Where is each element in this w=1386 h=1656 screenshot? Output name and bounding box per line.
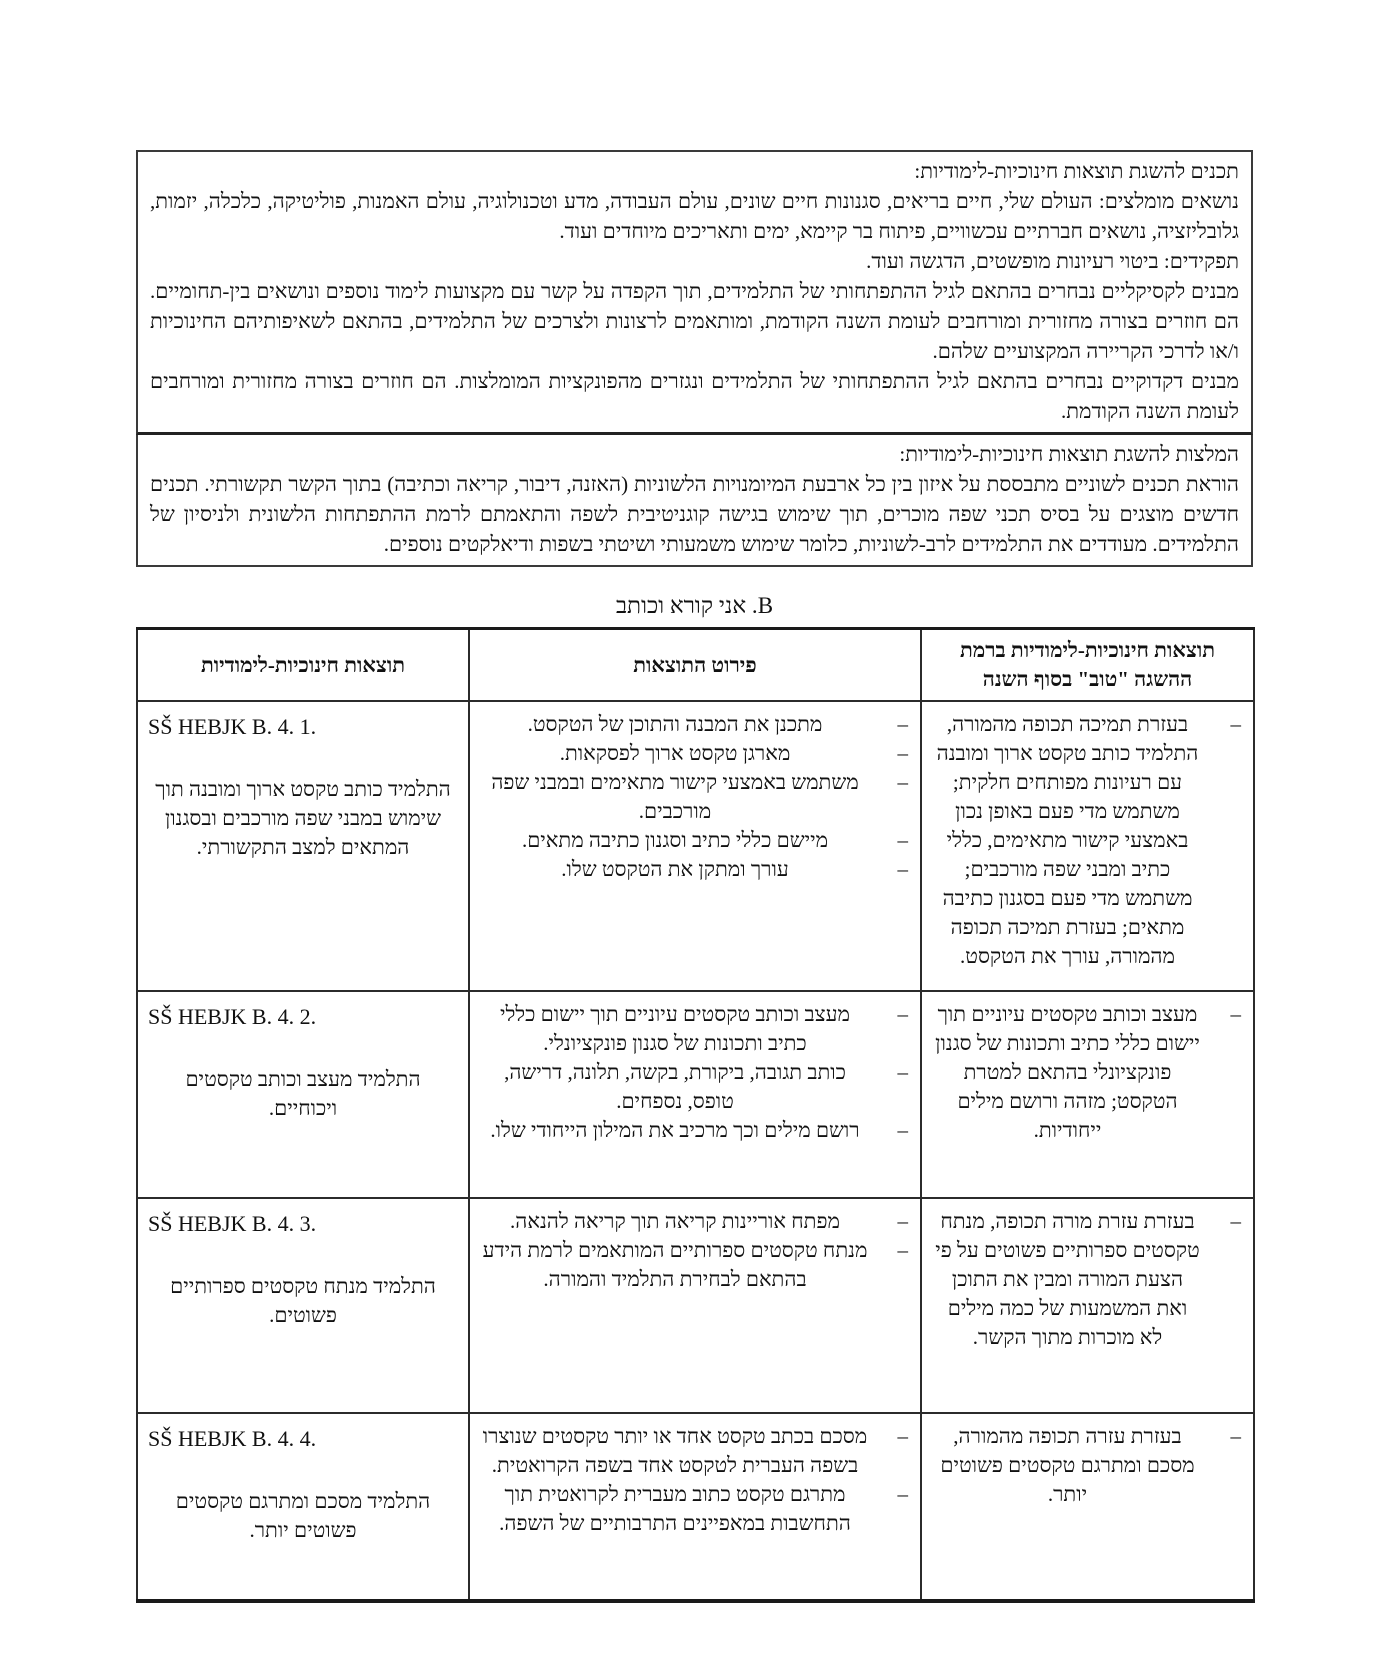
good-level-cell [921, 1413, 1254, 1601]
detail-text: מתרגם טקסט כתוב מעברית לקרואטית תוך התחשבות במאפיינים התרבותיים של השפה. [499, 1482, 851, 1535]
table-row [137, 991, 1254, 1198]
contents-paragraph: מבנים דקדוקיים נבחרים בהתאם לגיל ההתפתחותי של התלמידים ונגזרים מהפונקציות המומלצות. הם חוזרים בצורה מחזורית ומורחבים לעומת השנה הקודמת. [150, 369, 1239, 423]
outcome-text: התלמיד מסכם ומתרגם טקסטים פשוטים יותר. [175, 1489, 431, 1542]
detail-item [482, 1207, 908, 1236]
outcome-cell [137, 701, 469, 991]
detail-item [482, 1236, 908, 1294]
outcome-code: SŠ HEBJK B. 4. 1. [148, 714, 317, 739]
detail-item [482, 826, 908, 855]
detail-text: מפתח אוריינות קריאה תוך קריאה להנאה. [510, 1209, 840, 1233]
detail-text: מסכם בכתב טקסט אחד או יותר טקסטים שנוצרו בשפה העברית לטקסט אחד בשפה הקרואטית. [482, 1424, 868, 1477]
dash-bullet: – [897, 1482, 908, 1506]
dash-bullet: – [897, 1238, 908, 1262]
contents-box [136, 150, 1253, 435]
good-level-item [934, 710, 1241, 971]
outcome-code: SŠ HEBJK B. 4. 3. [148, 1211, 317, 1236]
good-level-item [934, 1422, 1241, 1509]
detail-text: מעצב וכותב טקסטים עיוניים תוך יישום כללי כתיב ותכונות של סגנון פונקציונלי. [499, 1002, 851, 1055]
detail-text: עורך ומתקן את הטקסט שלו. [561, 857, 789, 881]
detail-item [482, 710, 908, 739]
contents-paragraph: נושאים מומלצים: העולם שלי, חיים בריאים, סגנונות חיים שונים, עולם העבודה, מדע וטכנולוגיה, עולם האמנות, פוליטיקה, כלכלה, יזמות, גלובליזציה, נושאים חברתיים עכשוויים, פיתוח בר קיימא, ימים ותאריכים מיוחדים ועוד. [150, 189, 1239, 243]
dash-bullet: – [897, 1209, 908, 1233]
outcome-text: התלמיד מנתח טקסטים ספרותיים פשוטים. [170, 1274, 436, 1327]
detail-item [482, 739, 908, 768]
header-good-level-column: תוצאות חינוכיות-לימודיות ברמת ההשגה "טוב" בסוף השנה [921, 629, 1254, 702]
detail-item [482, 1480, 908, 1538]
dash-bullet: – [897, 1424, 908, 1448]
dash-bullet: – [897, 1002, 908, 1026]
dash-bullet: – [897, 1060, 908, 1084]
detail-item [482, 1116, 908, 1145]
outcome-cell [137, 1198, 469, 1413]
outcome-text: התלמיד מעצב וכותב טקסטים ויכוחיים. [185, 1067, 421, 1120]
details-cell [469, 701, 921, 991]
dash-bullet: – [897, 828, 908, 852]
detail-text: משתמש באמצעי קישור מתאימים ובמבני שפה מורכבים. [491, 770, 859, 823]
good-level-item [934, 1000, 1241, 1145]
dash-bullet: – [897, 1118, 908, 1142]
recommendations-box [136, 435, 1253, 567]
good-level-text: בעזרת עזרת מורה תכופה, מנתח טקסטים ספרותיים פשוטים על פי הצעת המורה ומבין את התוכן ואת המשמעות של כמה מילים לא מוכרות מתוך הקשר. [935, 1209, 1200, 1349]
detail-text: מנתח טקסטים ספרותיים המותאמים לרמת הידע בהתאם לבחירת התלמיד והמורה. [482, 1238, 868, 1291]
outcome-cell [137, 1413, 469, 1601]
section-b-heading: B. אני קורא וכותב [615, 593, 774, 618]
outcome-text: התלמיד כותב טקסט ארוך ומובנה תוך שימוש במבני שפה מורכבים ובסגנון המתאים למצב התקשורתי. [155, 777, 451, 859]
header-outcomes-column: תוצאות חינוכיות-לימודיות [137, 629, 469, 702]
detail-text: רושם מילים וכך מרכיב את המילון הייחודי שלו. [490, 1118, 860, 1142]
dash-bullet: – [897, 712, 908, 736]
contents-title: תכנים להשגת תוצאות חינוכיות-לימודיות: [914, 159, 1239, 183]
header-details-column: פירוט התוצאות [469, 629, 921, 702]
outcome-code: SŠ HEBJK B. 4. 2. [148, 1004, 317, 1029]
recommendations-title: המלצות להשגת תוצאות חינוכיות-לימודיות: [899, 442, 1239, 466]
good-level-cell [921, 701, 1254, 991]
outcome-code: SŠ HEBJK B. 4. 4. [148, 1426, 317, 1451]
dash-bullet: – [897, 741, 908, 765]
dash-bullet: – [1230, 1209, 1241, 1233]
recommendations-paragraph: הוראת תכנים לשוניים מתבססת על איזון בין כל ארבעת המיומנויות הלשוניות (האזנה, דיבור, קריאה וכתיבה) בתוך הקשר תקשורתי. תכנים חדשים מוצגים על בסיס תכני שפה מוכרים, תוך שימוש בגישה קוגניטיבית לשפה והתאמתם לרמת ההתפתחות הלשונית ולניסיון של התלמידים. מעודדים את התלמידים לרב-לשוניות, כלומר שימוש משמעותי ושיטתי בשפות ודיאלקטים נוספים. [150, 472, 1239, 556]
detail-item [482, 768, 908, 826]
detail-item [482, 1000, 908, 1058]
document-content [136, 150, 1253, 1603]
table-row [137, 701, 1254, 991]
dash-bullet: – [1230, 1002, 1241, 1026]
dash-bullet: – [897, 857, 908, 881]
good-level-text: בעזרת עזרה תכופה מהמורה, מסכם ומתרגם טקסטים פשוטים יותר. [940, 1424, 1195, 1506]
detail-text: מתכנן את המבנה והתוכן של הטקסט. [527, 712, 823, 736]
good-level-item [934, 1207, 1241, 1352]
table-header-row [137, 629, 1254, 702]
details-cell [469, 991, 921, 1198]
good-level-text: בעזרת תמיכה תכופה מהמורה, התלמיד כותב טקסט ארוך ומובנה עם רעיונות מפותחים חלקית; משתמש מדי פעם באופן נכון באמצעי קישור מתאימים, כללי כתיב ומבני שפה מורכבים; משתמש מדי פעם בסגנון כתיבה מתאים; בעזרת תמיכה תכופה מהמורה, עורך את הטקסט. [936, 712, 1199, 968]
dash-bullet: – [1230, 712, 1241, 736]
detail-text: מארגן טקסט ארוך לפסקאות. [559, 741, 791, 765]
good-level-text: מעצב וכותב טקסטים עיוניים תוך יישום כללי כתיב ותכונות של סגנון פונקציונלי בהתאם למטרת הטקסט; מזהה ורושם מילים ייחודיות. [935, 1002, 1200, 1142]
table-row [137, 1413, 1254, 1601]
dash-bullet: – [1230, 1424, 1241, 1448]
outcome-cell [137, 991, 469, 1198]
good-level-cell [921, 1198, 1254, 1413]
detail-text: כותב תגובה, ביקורת, בקשה, תלונה, דרישה, טופס, נספחים. [504, 1060, 846, 1113]
contents-paragraph: מבנים לקסיקליים נבחרים בהתאם לגיל ההתפתחותי של התלמידים, תוך הקפדה על קשר עם מקצועות לימוד נוספים ונושאים בין-תחומיים. הם חוזרים בצורה מחזורית ומורחבים לעומת השנה הקודמת, ומותאמים לרצונות ולצרכים של התלמידים, בהתאם לשאיפותיהם החינוכיות ו/או לדרכי הקריירה המקצועיים שלהם. [150, 279, 1239, 363]
details-cell [469, 1198, 921, 1413]
detail-item [482, 855, 908, 884]
outcomes-table [136, 627, 1255, 1603]
table-row [137, 1198, 1254, 1413]
detail-item [482, 1058, 908, 1116]
detail-text: מיישם כללי כתיב וסגנון כתיבה מתאים. [521, 828, 829, 852]
good-level-cell [921, 991, 1254, 1198]
detail-item [482, 1422, 908, 1480]
contents-paragraph: תפקידים: ביטוי רעיונות מופשטים, הדגשה ועוד. [866, 249, 1239, 273]
dash-bullet: – [897, 770, 908, 794]
details-cell [469, 1413, 921, 1601]
